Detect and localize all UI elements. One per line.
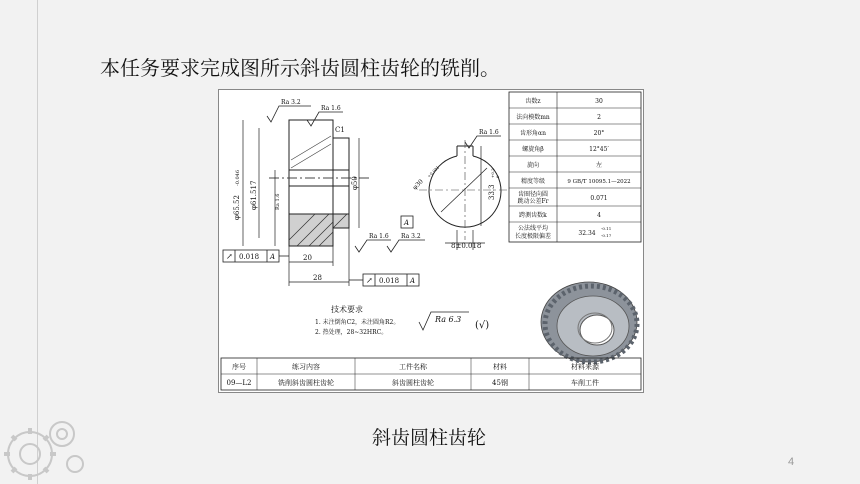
param-value: 2	[597, 114, 601, 121]
param-label: 公法线平均	[517, 225, 549, 232]
tb-header: 工件名称	[399, 363, 427, 371]
param-value-sup: -0.11	[601, 226, 612, 231]
dim-d1: φ65.52	[233, 195, 241, 220]
runout-value-2: 0.018	[379, 277, 400, 285]
dim-width-20: 20	[303, 254, 312, 262]
figure-caption: 斜齿圆柱齿轮	[372, 427, 487, 449]
tb-cell: 铣削斜齿圆柱齿轮	[278, 379, 334, 387]
param-label: 旋向	[526, 162, 540, 169]
tech-req-item-2: 2. 热处理，28~32HRC。	[315, 329, 388, 336]
page-number: 4	[788, 456, 795, 468]
tb-cell: 09—L2	[226, 379, 252, 387]
param-value: 30	[595, 98, 603, 105]
param-value: 9 GB/T 10095.1—2022	[567, 179, 631, 185]
section-hatch	[289, 214, 333, 246]
roughness-16-c: Ra 1.6	[479, 129, 499, 136]
param-label: 齿形角αn	[520, 130, 546, 137]
param-value: 20°	[593, 130, 605, 137]
tb-header: 材料	[493, 363, 507, 371]
general-roughness: Ra 6.3	[435, 315, 462, 324]
dim-width-28: 28	[313, 274, 322, 282]
dim-d3: φ50	[351, 176, 359, 190]
title-block	[221, 358, 641, 390]
dim-bore-tol: +0.021	[426, 164, 441, 179]
tb-cell: 45钢	[492, 379, 508, 387]
param-label: 齿数z	[525, 98, 541, 105]
tb-cell: 斜齿圆柱齿轮	[392, 379, 434, 387]
tb-header: 材料来源	[571, 363, 599, 371]
param-label: 精度等级	[520, 178, 546, 185]
dim-d2: φ61.517	[250, 180, 258, 210]
roughness-32-a: Ra 3.2	[281, 99, 301, 106]
datum-a: A	[404, 219, 410, 227]
dim-keyway: 33.3	[488, 184, 496, 200]
param-label: 螺旋角β	[522, 146, 544, 153]
params-table	[509, 92, 641, 242]
param-value: 左	[595, 162, 603, 169]
tech-req-title: 技术要求	[331, 305, 363, 314]
roughness-16-d: Ra 1.6	[275, 193, 281, 210]
tech-req-item-1: 1. 未注倒角C2，未注圆角R2。	[315, 319, 400, 326]
dim-keyway-sub: 0	[495, 175, 500, 178]
param-label-2: 跳动公差Fr	[517, 198, 549, 205]
engineering-drawing	[219, 90, 643, 392]
runout-value-1: 0.018	[239, 253, 260, 261]
runout-symbol-1: ↗	[226, 252, 233, 261]
slide-heading: 本任务要求完成图所示斜齿圆柱齿轮的铣削。	[100, 56, 500, 80]
param-value: 0.071	[590, 195, 608, 202]
param-label: 跨测齿数k	[519, 212, 547, 219]
dim-bore: φ30	[411, 178, 425, 192]
param-label: 法向模数mn	[516, 114, 550, 121]
roughness-16-b: Ra 1.6	[369, 233, 389, 240]
param-value: 4	[597, 212, 601, 219]
param-value-sub: -0.17	[601, 233, 612, 238]
chamfer-label: C1	[335, 126, 345, 134]
gear-3d-icon	[541, 282, 637, 362]
tb-cell: 车削工件	[571, 379, 599, 387]
runout-datum-2: A	[410, 277, 416, 285]
decorative-gears-icon	[0, 374, 110, 484]
param-label: 齿圈径向圆	[517, 191, 549, 198]
roughness-16-a: Ra 1.6	[321, 105, 341, 112]
dim-slot: 8±0.018	[451, 242, 482, 250]
runout-datum-1: A	[270, 253, 276, 261]
general-roughness-paren: (√)	[475, 320, 490, 331]
dim-keyway-sup: +0.2	[490, 168, 495, 178]
tb-header: 练习内容	[292, 363, 320, 371]
tb-header: 序号	[232, 363, 246, 371]
param-label-2: 长度极限偏差	[514, 233, 552, 240]
runout-symbol-2: ↗	[366, 276, 373, 285]
param-value: 32.34	[578, 230, 596, 237]
roughness-32-b: Ra 3.2	[401, 233, 421, 240]
dim-d1-tol: -0.046	[235, 169, 241, 186]
gear-drawing-figure	[218, 89, 644, 393]
param-value: 12°45′	[589, 146, 609, 153]
